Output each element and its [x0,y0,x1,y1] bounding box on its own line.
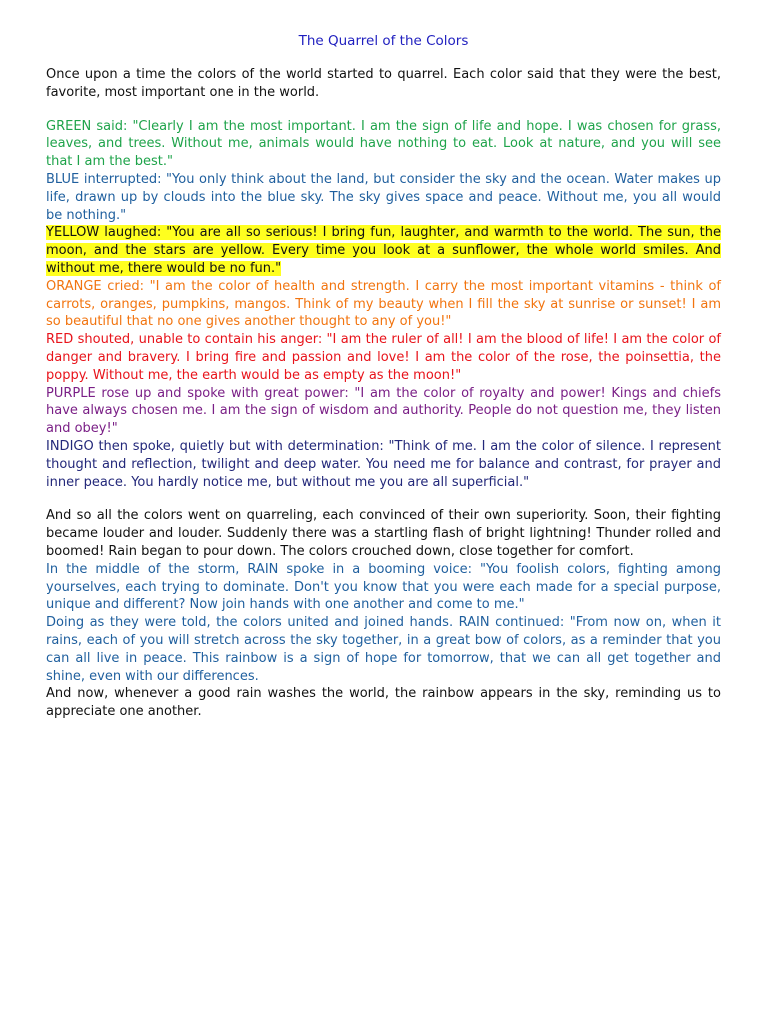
paragraph-indigo: INDIGO then spoke, quietly but with determination: "Think of me. I am the color of silence. I represent thought and reflection, twilight and deep water. You need me for balance and contrast, for prayer and inner peace. You hardly notice me, but without me you are all superficial." [46,438,721,490]
paragraph-red: RED shouted, unable to contain his anger: "I am the ruler of all! I am the blood of life! I am the color of danger and bravery. I bring fire and passion and love! I am the color of the rose, the poinsettia, the poppy. Without me, the earth would be as empty as the moon!" [46,332,721,383]
paragraph-blue: BLUE interrupted: "You only think about the land, but consider the sky and the ocean. Water makes up life, drawn up by clouds into the blue sky. The sky gives space and peace. Without me, you all would be nothing." [46,171,721,223]
document-page [46,32,721,721]
yellow-highlight-text: YELLOW laughed: "You are all so serious! I bring fun, laughter, and warmth to the world. The sun, the moon, and the stars are yellow. Every time you look at a sunflower, the whole world smiles. And without me, there would be no fun." [46,225,721,276]
paragraph-orange: ORANGE cried: "I am the color of health and strength. I carry the most important vitamins - think of carrots, oranges, pumpkins, mangos. Think of my beauty when I fill the sky at sunrise or sunset! I am so beautiful that no one gives another thought to any of you!" [46,278,721,330]
document-title: The Quarrel of the Colors [298,33,469,49]
paragraph-ending: And now, whenever a good rain washes the world, the rainbow appears in the sky, reminding us to appreciate one another. [46,686,721,720]
paragraph-green: GREEN said: "Clearly I am the most important. I am the sign of life and hope. I was chosen for grass, leaves, and trees. Without me, animals would have nothing to eat. Look at nature, and you will see that I am the best." [46,118,721,170]
paragraph-rain-continued: Doing as they were told, the colors united and joined hands. RAIN continued: "From now on, when it rains, each of you will stretch across the sky together, in a great bow of colors, as a reminder that you can all live in peace. This rainbow is a sign of hope for tomorrow, that we can all get together and shine, even with our differences. [46,615,721,684]
paragraph-purple: PURPLE rose up and spoke with great power: "I am the color of royalty and power! Kings and chiefs have always chosen me. I am the sign of wisdom and authority. People do not question me, they listen and obey!" [46,385,721,437]
paragraph-intro: Once upon a time the colors of the world started to quarrel. Each color said that they were the best, favorite, most important one in the world. [46,67,721,100]
paragraph-storm: And so all the colors went on quarreling, each convinced of their own superiority. Soon, their fighting became louder and louder. Suddenly there was a startling flash of bright lightning! Thunder rolled and boomed! Rain began to pour down. The colors crouched down, close together for comfort. [46,508,721,559]
paragraph-rain-speech: In the middle of the storm, RAIN spoke in a booming voice: "You foolish colors, fighting among yourselves, each trying to dominate. Don't you know that you were each made for a special purpose, unique and different? Now join hands with one another and come to me." [46,561,721,613]
paragraph-yellow [46,224,721,277]
